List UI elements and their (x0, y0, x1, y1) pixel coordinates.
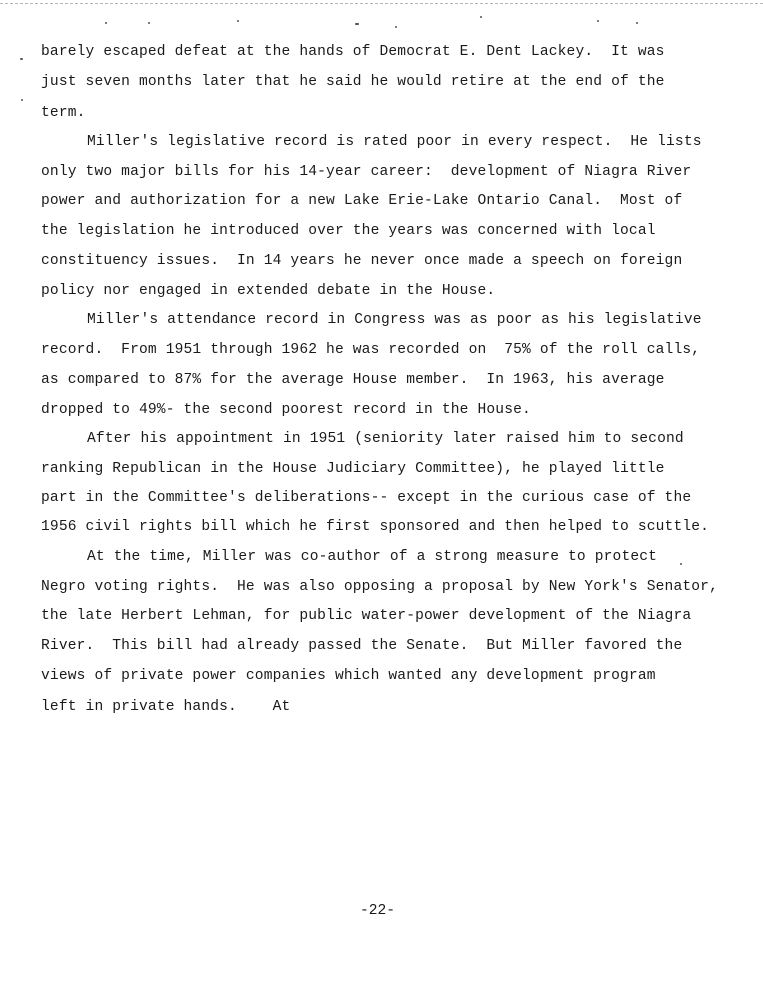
text-line: term. (41, 105, 86, 121)
text-line: At the time, Miller was co-author of a strong measure to protect (87, 549, 658, 565)
text-line: views of private power companies which wanted any development program (41, 668, 656, 684)
page-top-border (0, 3, 763, 4)
scan-speck (148, 22, 150, 24)
text-line: barely escaped defeat at the hands of Democrat E. Dent Lackey. It was (41, 44, 665, 60)
scan-speck (20, 58, 23, 60)
text-line: Negro voting rights. He was also opposing a proposal by New York's Senator, (41, 579, 718, 595)
text-line: River. This bill had already passed the Senate. But Miller favored the (41, 638, 683, 654)
scan-speck (355, 23, 359, 25)
text-line: Miller's attendance record in Congress was as poor as his legislative (87, 312, 702, 328)
scan-speck (480, 16, 482, 18)
scan-speck (597, 20, 599, 22)
text-line: dropped to 49%- the second poorest record in the House. (41, 402, 531, 418)
text-line: ranking Republican in the House Judiciary Committee), he played little (41, 461, 665, 477)
scan-speck (21, 99, 23, 101)
text-line: Miller's legislative record is rated poor in every respect. He lists (87, 134, 702, 150)
text-line: the legislation he introduced over the years was concerned with local (41, 223, 656, 239)
text-line: policy nor engaged in extended debate in the House. (41, 283, 496, 299)
text-line: After his appointment in 1951 (seniority later raised him to second (87, 431, 684, 447)
text-line: just seven months later that he said he would retire at the end of the (41, 74, 665, 90)
text-line: only two major bills for his 14-year career: development of Niagra River (41, 164, 692, 180)
text-line: part in the Committee's deliberations-- except in the curious case of the (41, 490, 692, 506)
scan-speck (237, 20, 239, 22)
scan-speck (636, 22, 638, 24)
text-line: the late Herbert Lehman, for public water-power development of the Niagra (41, 608, 692, 624)
scan-speck (680, 563, 682, 565)
text-line: record. From 1951 through 1962 he was recorded on 75% of the roll calls, (41, 342, 701, 358)
scan-speck (105, 22, 107, 24)
text-line: 1956 civil rights bill which he first sponsored and then helped to scuttle. (41, 519, 710, 535)
scan-speck (395, 26, 397, 28)
text-line: constituency issues. In 14 years he never once made a speech on foreign (41, 253, 683, 269)
text-line: as compared to 87% for the average House member. In 1963, his average (41, 372, 665, 388)
text-line: power and authorization for a new Lake Erie-Lake Ontario Canal. Most of (41, 193, 683, 209)
text-line: left in private hands. At (41, 699, 291, 715)
page-number: -22- (360, 903, 396, 919)
